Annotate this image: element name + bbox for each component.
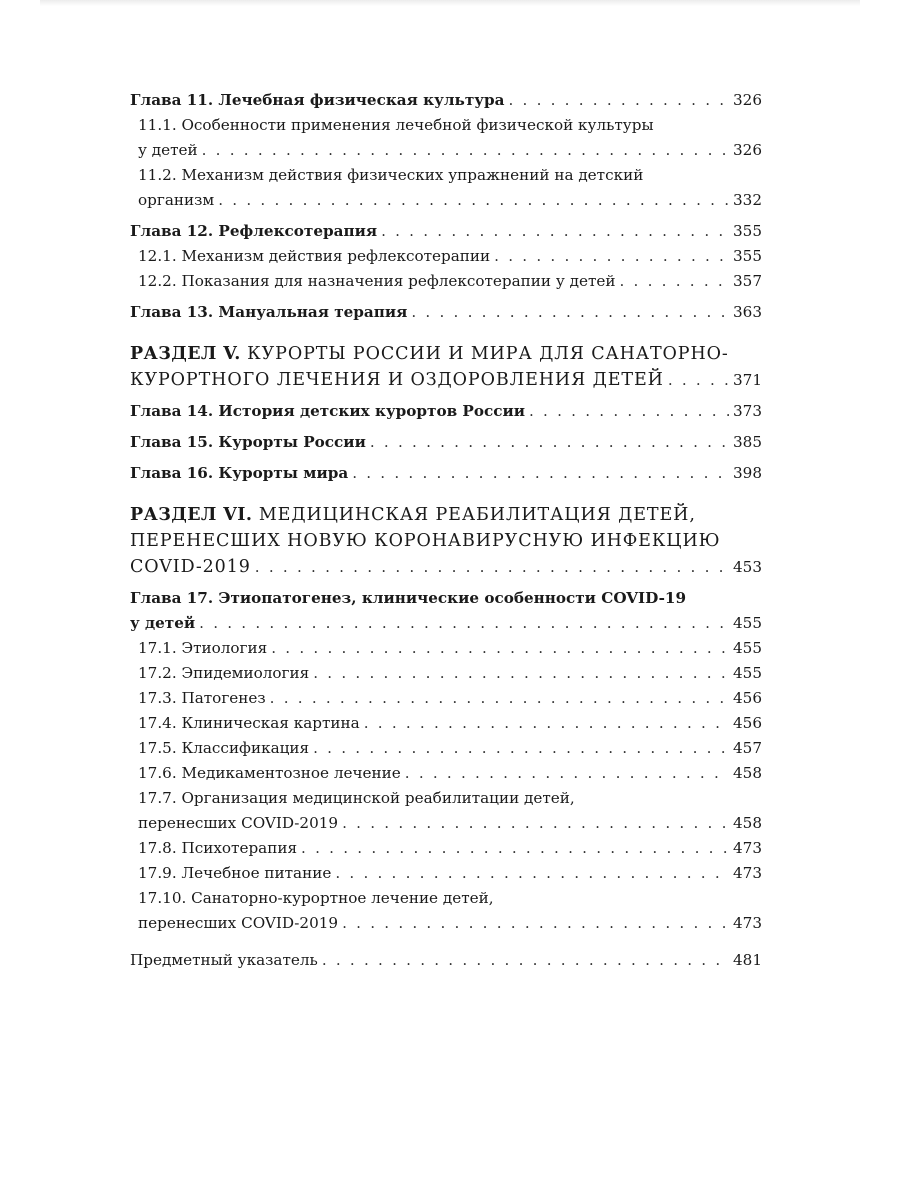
dot-leader xyxy=(494,244,729,269)
dot-leader xyxy=(301,836,729,861)
toc-entry-chapter-13[interactable] xyxy=(130,300,762,325)
toc-entry-17-10[interactable] xyxy=(130,911,762,936)
toc-page-number: 473 xyxy=(733,914,762,932)
dot-leader xyxy=(411,300,729,325)
toc-title-cont: перенесших COVID-2019 xyxy=(138,814,339,832)
toc-page-number: 458 xyxy=(733,764,762,782)
toc-page-number: 458 xyxy=(733,814,762,832)
toc-entry-17-2[interactable] xyxy=(130,661,762,686)
section-title: КУРОРТЫ РОССИИ И МИРА ДЛЯ САНАТОРНО- xyxy=(240,344,729,364)
toc-title: Предметный указатель xyxy=(130,951,318,969)
toc-entry-section-6[interactable] xyxy=(130,554,762,580)
dot-leader xyxy=(364,711,729,736)
toc-title: 17.9. Лечебное питание xyxy=(138,864,332,882)
toc-title-cont: организм xyxy=(138,191,215,209)
toc-title: 17.3. Патогенез xyxy=(138,689,266,707)
toc-page-number: 357 xyxy=(733,272,762,290)
toc-entry-17-10-line1 xyxy=(130,886,762,911)
toc-title: 11.2. Механизм действия физических упражнений на детский xyxy=(138,166,644,184)
toc-section-6-line1 xyxy=(130,502,762,528)
section-title-cont: ПЕРЕНЕСШИХ НОВУЮ КОРОНАВИРУСНУЮ ИНФЕКЦИЮ xyxy=(130,531,721,551)
toc-entry-11-1[interactable] xyxy=(130,138,762,163)
page-top-edge xyxy=(40,0,860,6)
dot-leader xyxy=(352,461,729,486)
toc-title: Глава 14. История детских курортов России xyxy=(130,402,525,420)
toc-title: 17.7. Организация медицинской реабилитации детей, xyxy=(138,789,575,807)
toc-section-5-line1 xyxy=(130,341,762,367)
toc-entry-17-9[interactable] xyxy=(130,861,762,886)
dot-leader xyxy=(381,219,729,244)
toc-page-number: 373 xyxy=(733,402,762,420)
toc-entry-17-7-line1 xyxy=(130,786,762,811)
toc-entry-chapter-15[interactable] xyxy=(130,430,762,455)
toc-entry-subject-index[interactable] xyxy=(130,948,762,973)
toc-title: 17.1. Этиология xyxy=(138,639,268,657)
toc-title: 17.8. Психотерапия xyxy=(138,839,298,857)
toc-page-number: 332 xyxy=(733,191,762,209)
dot-leader xyxy=(313,661,729,686)
toc-title: Глава 13. Мануальная терапия xyxy=(130,303,408,321)
toc-title-cont: у детей xyxy=(138,141,198,159)
toc-entry-section-5[interactable] xyxy=(130,367,762,393)
dot-leader xyxy=(199,611,729,636)
toc-entry-17-6[interactable] xyxy=(130,761,762,786)
section-label: РАЗДЕЛ V. xyxy=(130,344,241,364)
toc-page-number: 355 xyxy=(733,247,762,265)
toc-entry-chapter-16[interactable] xyxy=(130,461,762,486)
section-title-cont: КУРОРТНОГО ЛЕЧЕНИЯ И ОЗДОРОВЛЕНИЯ ДЕТЕЙ xyxy=(130,370,664,390)
dot-leader xyxy=(202,138,729,163)
toc-page-number: 326 xyxy=(733,91,762,109)
toc-title: 12.2. Показания для назначения рефлексотерапии у детей xyxy=(138,272,616,290)
toc-page-number: 481 xyxy=(733,951,762,969)
dot-leader xyxy=(529,399,729,424)
toc-entry-17-5[interactable] xyxy=(130,736,762,761)
dot-leader xyxy=(342,811,729,836)
toc-entry-chapter-11[interactable] xyxy=(130,88,762,113)
section-title-cont: COVID-2019 xyxy=(130,557,251,577)
toc-title: Глава 11. Лечебная физическая культура xyxy=(130,91,505,109)
toc-page-number: 326 xyxy=(733,141,762,159)
toc-title: Глава 12. Рефлексотерапия xyxy=(130,222,378,240)
toc-entry-chapter-17[interactable] xyxy=(130,611,762,636)
toc-title: 17.2. Эпидемиология xyxy=(138,664,310,682)
toc-page-number: 385 xyxy=(733,433,762,451)
section-label: РАЗДЕЛ VI. xyxy=(130,505,253,525)
toc-title: Глава 17. Этиопатогенез, клинические особенности COVID-19 xyxy=(130,589,687,607)
dot-leader xyxy=(335,861,729,886)
toc-page-number: 453 xyxy=(733,558,762,576)
section-title: МЕДИЦИНСКАЯ РЕАБИЛИТАЦИЯ ДЕТЕЙ, xyxy=(252,505,696,525)
toc-entry-17-1[interactable] xyxy=(130,636,762,661)
dot-leader xyxy=(271,636,729,661)
toc-title: 17.5. Классификация xyxy=(138,739,310,757)
toc-title: Глава 16. Курорты мира xyxy=(130,464,349,482)
toc-page-number: 455 xyxy=(733,614,762,632)
toc-page-number: 355 xyxy=(733,222,762,240)
toc-title: 12.1. Механизм действия рефлексотерапии xyxy=(138,247,491,265)
dot-leader xyxy=(322,948,729,973)
toc-entry-12-1[interactable] xyxy=(130,244,762,269)
toc-entry-chapter-12[interactable] xyxy=(130,219,762,244)
toc-entry-17-3[interactable] xyxy=(130,686,762,711)
toc-entry-17-8[interactable] xyxy=(130,836,762,861)
dot-leader xyxy=(668,367,729,393)
dot-leader xyxy=(370,430,729,455)
toc-page-number: 456 xyxy=(733,714,762,732)
dot-leader xyxy=(619,269,729,294)
toc-page-number: 473 xyxy=(733,864,762,882)
toc-section-6-line2 xyxy=(130,528,762,554)
toc-title: Глава 15. Курорты России xyxy=(130,433,366,451)
toc-page-number: 371 xyxy=(733,371,762,389)
toc-page-number: 456 xyxy=(733,689,762,707)
toc-title-cont: перенесших COVID-2019 xyxy=(138,914,339,932)
dot-leader xyxy=(313,736,729,761)
toc-page-number: 455 xyxy=(733,664,762,682)
toc-chapter-17-line1 xyxy=(130,586,762,611)
toc-title: 17.4. Клиническая картина xyxy=(138,714,360,732)
toc-entry-chapter-14[interactable] xyxy=(130,399,762,424)
toc-entry-17-4[interactable] xyxy=(130,711,762,736)
dot-leader xyxy=(270,686,729,711)
dot-leader xyxy=(405,761,729,786)
toc-entry-11-2-line1 xyxy=(130,163,762,188)
toc-title: 17.10. Санаторно-курортное лечение детей, xyxy=(138,889,494,907)
toc-page-number: 457 xyxy=(733,739,762,757)
toc-page-number: 398 xyxy=(733,464,762,482)
dot-leader xyxy=(218,188,729,213)
toc-entry-11-1-line1 xyxy=(130,113,762,138)
toc-page-number: 473 xyxy=(733,839,762,857)
toc-page-number: 363 xyxy=(733,303,762,321)
table-of-contents xyxy=(130,88,762,973)
toc-title-cont: у детей xyxy=(130,614,196,632)
toc-entry-12-2[interactable] xyxy=(130,269,762,294)
dot-leader xyxy=(255,554,729,580)
toc-entry-11-2[interactable] xyxy=(130,188,762,213)
toc-page-number: 455 xyxy=(733,639,762,657)
toc-entry-17-7[interactable] xyxy=(130,811,762,836)
toc-title: 11.1. Особенности применения лечебной физической культуры xyxy=(138,116,654,134)
toc-title: 17.6. Медикаментозное лечение xyxy=(138,764,401,782)
dot-leader xyxy=(342,911,729,936)
dot-leader xyxy=(508,88,729,113)
